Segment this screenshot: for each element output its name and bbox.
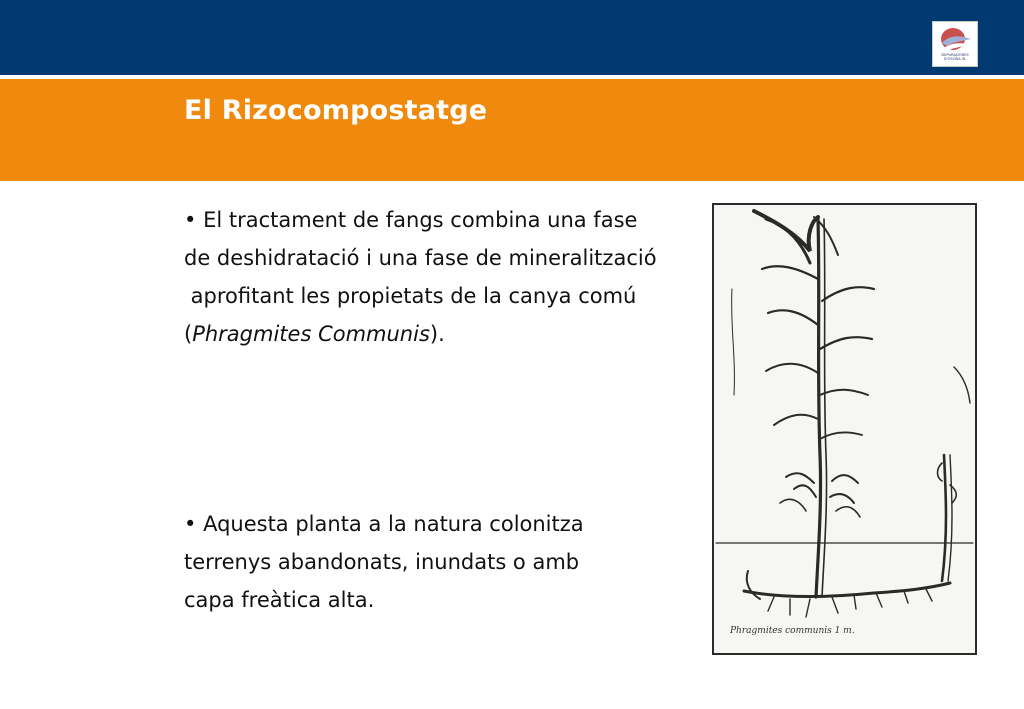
bullet-1 [184, 201, 704, 353]
bullet-marker: • [184, 208, 197, 232]
company-logo [932, 21, 978, 67]
logo-wordmark [935, 53, 975, 61]
open-paren: ( [184, 322, 193, 346]
species-name: Phragmites Communis [192, 322, 430, 346]
bullet-1-line-3: aprofitant les propietats de la canya comú [184, 284, 637, 308]
header-bar [0, 0, 1024, 75]
bullet-2-line-2: terrenys abandonats, inundats o amb [184, 550, 580, 574]
bullet-text: Aquesta planta a la natura colonitza [203, 512, 584, 536]
slide-title: El Rizocompostatge [184, 95, 488, 126]
bullet-1-line-4 [184, 315, 704, 353]
bullet-2-line-1 [184, 505, 704, 543]
bullet-2 [184, 505, 704, 619]
bullet-text: El tractament de fangs combina una fase [203, 208, 638, 232]
figure-caption: Phragmites communis 1 m. [730, 626, 855, 636]
bullet-1-line-1 [184, 201, 704, 239]
bullet-marker: • [184, 512, 197, 536]
bullet-2-line-3: capa freàtica alta. [184, 588, 375, 612]
title-band [0, 79, 1024, 181]
reed-plant-illustration [712, 203, 977, 655]
bullet-1-line-2: de deshidratació i una fase de mineralització [184, 246, 657, 270]
logo-line-2: D'OSONA SL [943, 57, 967, 61]
reed-plant-icon [714, 205, 975, 653]
close-paren: ). [429, 322, 445, 346]
logo-line-1: DEPURADORES [941, 53, 969, 57]
